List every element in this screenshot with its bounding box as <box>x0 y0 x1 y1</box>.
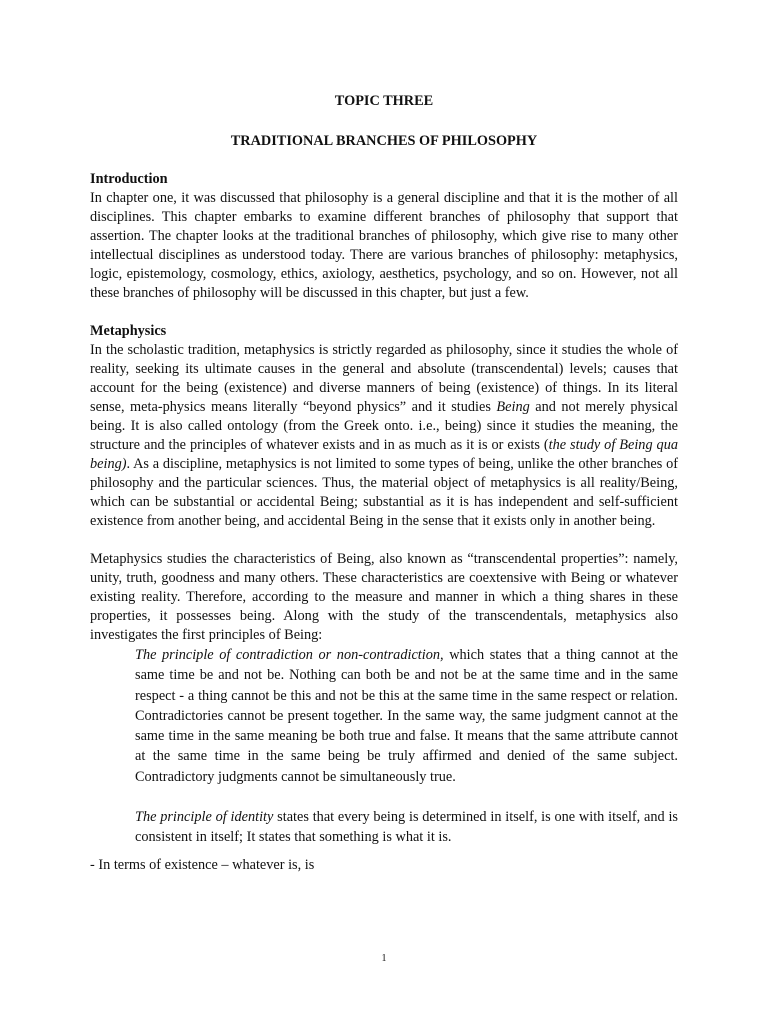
page-number: 1 <box>381 953 387 964</box>
introduction-paragraph: In chapter one, it was discussed that philosophy is a general discipline and that it is the mother of all disciplines. This chapter embarks to examine different branches of philosophy that support that assertion. The chapter looks at the traditional branches of philosophy, which give rise to many other intellectual disciplines as understood today. There are various branches of philosophy: metaphysics, logic, epistemology, cosmology, ethics, axiology, aesthetics, psychology, and so on. However, not all these branches of philosophy will be discussed in this chapter, but just a few. <box>90 190 678 301</box>
metaphysics-p1-qua-being: the study of Being qua being) <box>90 437 678 472</box>
principle-identity-name: The principle of identity <box>135 809 274 826</box>
principle-contradiction <box>135 645 678 787</box>
page-title: TRADITIONAL BRANCHES OF PHILOSOPHY <box>230 133 538 149</box>
principle-contradiction-name: The principle of contradiction or non-contradiction, <box>135 647 444 663</box>
metaphysics-p1-part-c: . As a discipline, metaphysics is not limited to some types of being, unlike the other branches of philosophy and the particular sciences. Thus, the material object of metaphysics is all reality/Being, which can be substantial or accidental Being; substantial as it is has independent and self-sufficient existence from another being, and accidental Being in the sense that it exists only in another being. <box>90 456 678 529</box>
existence-bullet: - In terms of existence – whatever is, is <box>90 856 315 873</box>
principle-contradiction-text: which states that a thing cannot at the same time be and not be. Nothing can both be and not be at the same time and in the same respect - a thing cannot be this and not be this at the same time in the same respect or relation. Contradictories cannot be present together. In the same way, the same judgment cannot at the same time in the same meaning be both true and false. It means that the same attribute cannot at the same time in the same being be truly affirmed and denied of the same subject. Contradictory judgments cannot be simultaneously true. <box>135 647 678 785</box>
introduction-heading: Introduction <box>90 171 168 187</box>
metaphysics-p1-being: Being <box>496 399 530 415</box>
metaphysics-p1-part-b: and not merely physical being. It is also called ontology (from the Greek onto. i.e., being) since it studies the meaning, the structure and the principles of whatever exists and in as much as it is or exists ( <box>90 399 678 453</box>
principle-identity-text: states that every being is determined in itself, is one with itself, and is consistent in itself; It states that something is what it is. <box>135 809 678 846</box>
metaphysics-paragraph-2: Metaphysics studies the characteristics of Being, also known as “transcendental properties”: namely, unity, truth, goodness and many others. These characteristics are coextensive with Being or whatever existing reality. Therefore, according to the measure and manner in which a thing shares in these properties, it possesses being. Along with the study of the transcendentals, metaphysics also investigates the first principles of Being: <box>90 551 678 643</box>
metaphysics-p1-part-a: In the scholastic tradition, metaphysics is strictly regarded as philosophy, since it studies the whole of reality, seeking its ultimate causes in the general and absolute (transcendental) levels; causes that account for the being (existence) and diverse manners of being (existence) of things. In its literal sense, meta-physics means literally “beyond physics” and it studies <box>90 342 678 415</box>
principle-identity <box>135 807 678 848</box>
page-content <box>90 92 678 875</box>
principles-block <box>135 645 678 848</box>
metaphysics-paragraph-1 <box>90 341 678 531</box>
topic-label: TOPIC THREE <box>334 93 434 109</box>
metaphysics-heading: Metaphysics <box>90 323 167 339</box>
